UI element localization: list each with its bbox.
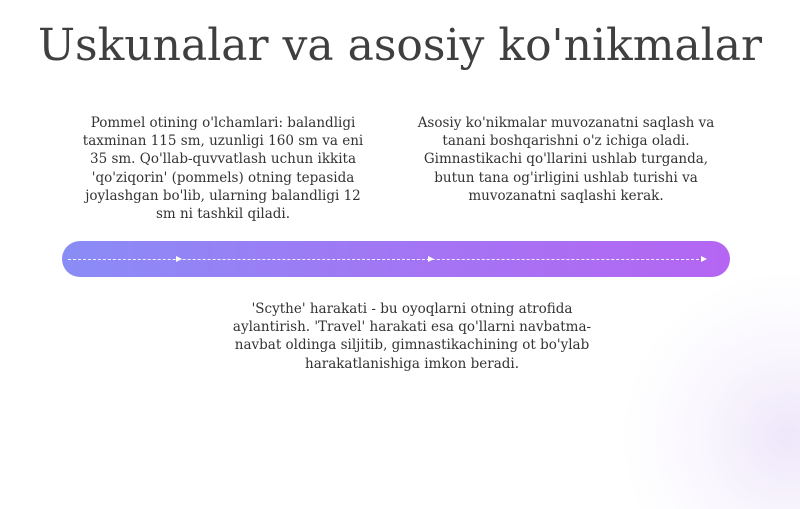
background-glow <box>620 269 800 509</box>
text-block-dimensions: Pommel otining o'lchamlari: balandligi taxminan 115 sm, uzunligi 160 sm va eni 35 sm. Qo'llab-quvvatlash uchun ikkita 'qo'ziqorin' (pommels) otning tepasida joylashgan bo'lib, ularning balandligi 12 sm ni tashkil qiladi. <box>82 115 364 223</box>
timeline-dashed-line <box>68 259 704 260</box>
arrow-right-icon <box>428 256 434 262</box>
text-block-skills: Asosiy ko'nikmalar muvozanatni saqlash va tanani boshqarishni o'z ichiga oladi. Gimnastikachi qo'llarini ushlab turganda, butun tana og'irligini ushlab turishi va muvozanatni saqlashi kerak. <box>417 115 715 204</box>
arrow-right-icon <box>176 256 182 262</box>
arrow-right-icon <box>701 256 707 262</box>
text-block-movements: 'Scythe' harakati - bu oyoqlarni otning atrofida aylantirish. 'Travel' harakati esa qo'llarni navbatma-navbat oldinga siljitib, gimnastikachining ot bo'ylab harakatlanishiga imkon beradi. <box>232 301 592 372</box>
slide-title: Uskunalar va asosiy ko'nikmalar <box>37 20 763 71</box>
